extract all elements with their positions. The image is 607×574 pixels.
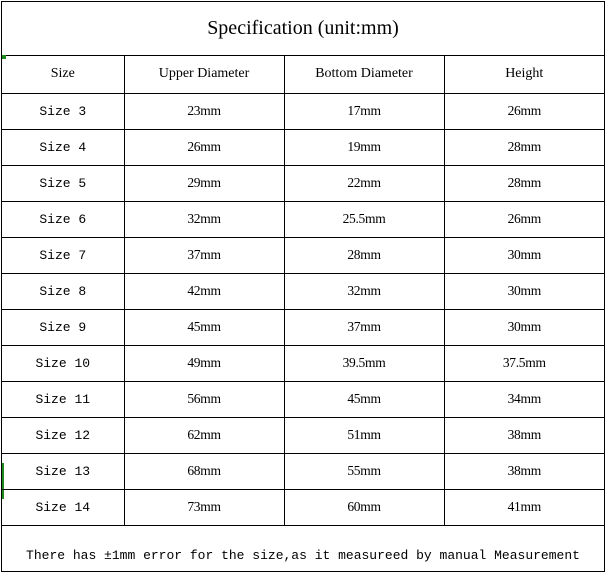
bottom-diameter-cell: 39.5mm — [284, 345, 444, 381]
bottom-diameter-cell: 22mm — [284, 165, 444, 201]
column-header-height: Height — [444, 56, 604, 93]
table-row — [2, 129, 604, 165]
height-cell: 30mm — [444, 237, 604, 273]
table-row — [2, 489, 604, 525]
size-cell: Size 6 — [2, 201, 124, 237]
size-cell: Size 14 — [2, 489, 124, 525]
bottom-diameter-cell: 25.5mm — [284, 201, 444, 237]
table-row — [2, 417, 604, 453]
bottom-diameter-cell: 55mm — [284, 453, 444, 489]
upper-diameter-cell: 26mm — [124, 129, 284, 165]
spec-table — [2, 56, 604, 526]
size-cell: Size 9 — [2, 309, 124, 345]
upper-diameter-cell: 29mm — [124, 165, 284, 201]
table-row — [2, 453, 604, 489]
height-cell: 30mm — [444, 273, 604, 309]
column-header-bottom-diameter: Bottom Diameter — [284, 56, 444, 93]
upper-diameter-cell: 68mm — [124, 453, 284, 489]
measurement-note: There has ±1mm error for the size,as it measureed by manual Measurement — [26, 547, 580, 563]
table-row — [2, 237, 604, 273]
upper-diameter-cell: 45mm — [124, 309, 284, 345]
size-cell: Size 4 — [2, 129, 124, 165]
bottom-diameter-cell: 19mm — [284, 129, 444, 165]
bottom-diameter-cell: 32mm — [284, 273, 444, 309]
height-cell: 37.5mm — [444, 345, 604, 381]
size-cell: Size 12 — [2, 417, 124, 453]
table-row — [2, 93, 604, 129]
table-row — [2, 273, 604, 309]
height-cell: 34mm — [444, 381, 604, 417]
height-cell: 28mm — [444, 165, 604, 201]
bottom-diameter-cell: 28mm — [284, 237, 444, 273]
upper-diameter-cell: 49mm — [124, 345, 284, 381]
page-title: Specification (unit:mm) — [2, 2, 604, 56]
table-row — [2, 165, 604, 201]
upper-diameter-cell: 23mm — [124, 93, 284, 129]
table-row — [2, 309, 604, 345]
size-cell: Size 7 — [2, 237, 124, 273]
upper-diameter-cell: 56mm — [124, 381, 284, 417]
bottom-diameter-cell: 45mm — [284, 381, 444, 417]
size-cell: Size 3 — [2, 93, 124, 129]
table-header-row — [2, 56, 604, 93]
height-cell: 28mm — [444, 129, 604, 165]
height-cell: 26mm — [444, 201, 604, 237]
height-cell: 38mm — [444, 417, 604, 453]
size-cell: Size 8 — [2, 273, 124, 309]
upper-diameter-cell: 62mm — [124, 417, 284, 453]
bottom-diameter-cell: 17mm — [284, 93, 444, 129]
specification-sheet — [1, 1, 605, 572]
size-cell: Size 5 — [2, 165, 124, 201]
upper-diameter-cell: 32mm — [124, 201, 284, 237]
bottom-diameter-cell: 51mm — [284, 417, 444, 453]
column-header-upper-diameter: Upper Diameter — [124, 56, 284, 93]
height-cell: 30mm — [444, 309, 604, 345]
upper-diameter-cell: 42mm — [124, 273, 284, 309]
table-row — [2, 201, 604, 237]
bottom-diameter-cell: 37mm — [284, 309, 444, 345]
height-cell: 41mm — [444, 489, 604, 525]
upper-diameter-cell: 37mm — [124, 237, 284, 273]
height-cell: 26mm — [444, 93, 604, 129]
size-cell: Size 13 — [2, 453, 124, 489]
height-cell: 38mm — [444, 453, 604, 489]
bottom-diameter-cell: 60mm — [284, 489, 444, 525]
upper-diameter-cell: 73mm — [124, 489, 284, 525]
size-cell: Size 10 — [2, 345, 124, 381]
column-header-size: Size — [2, 56, 124, 93]
table-row — [2, 381, 604, 417]
table-row — [2, 345, 604, 381]
size-cell: Size 11 — [2, 381, 124, 417]
